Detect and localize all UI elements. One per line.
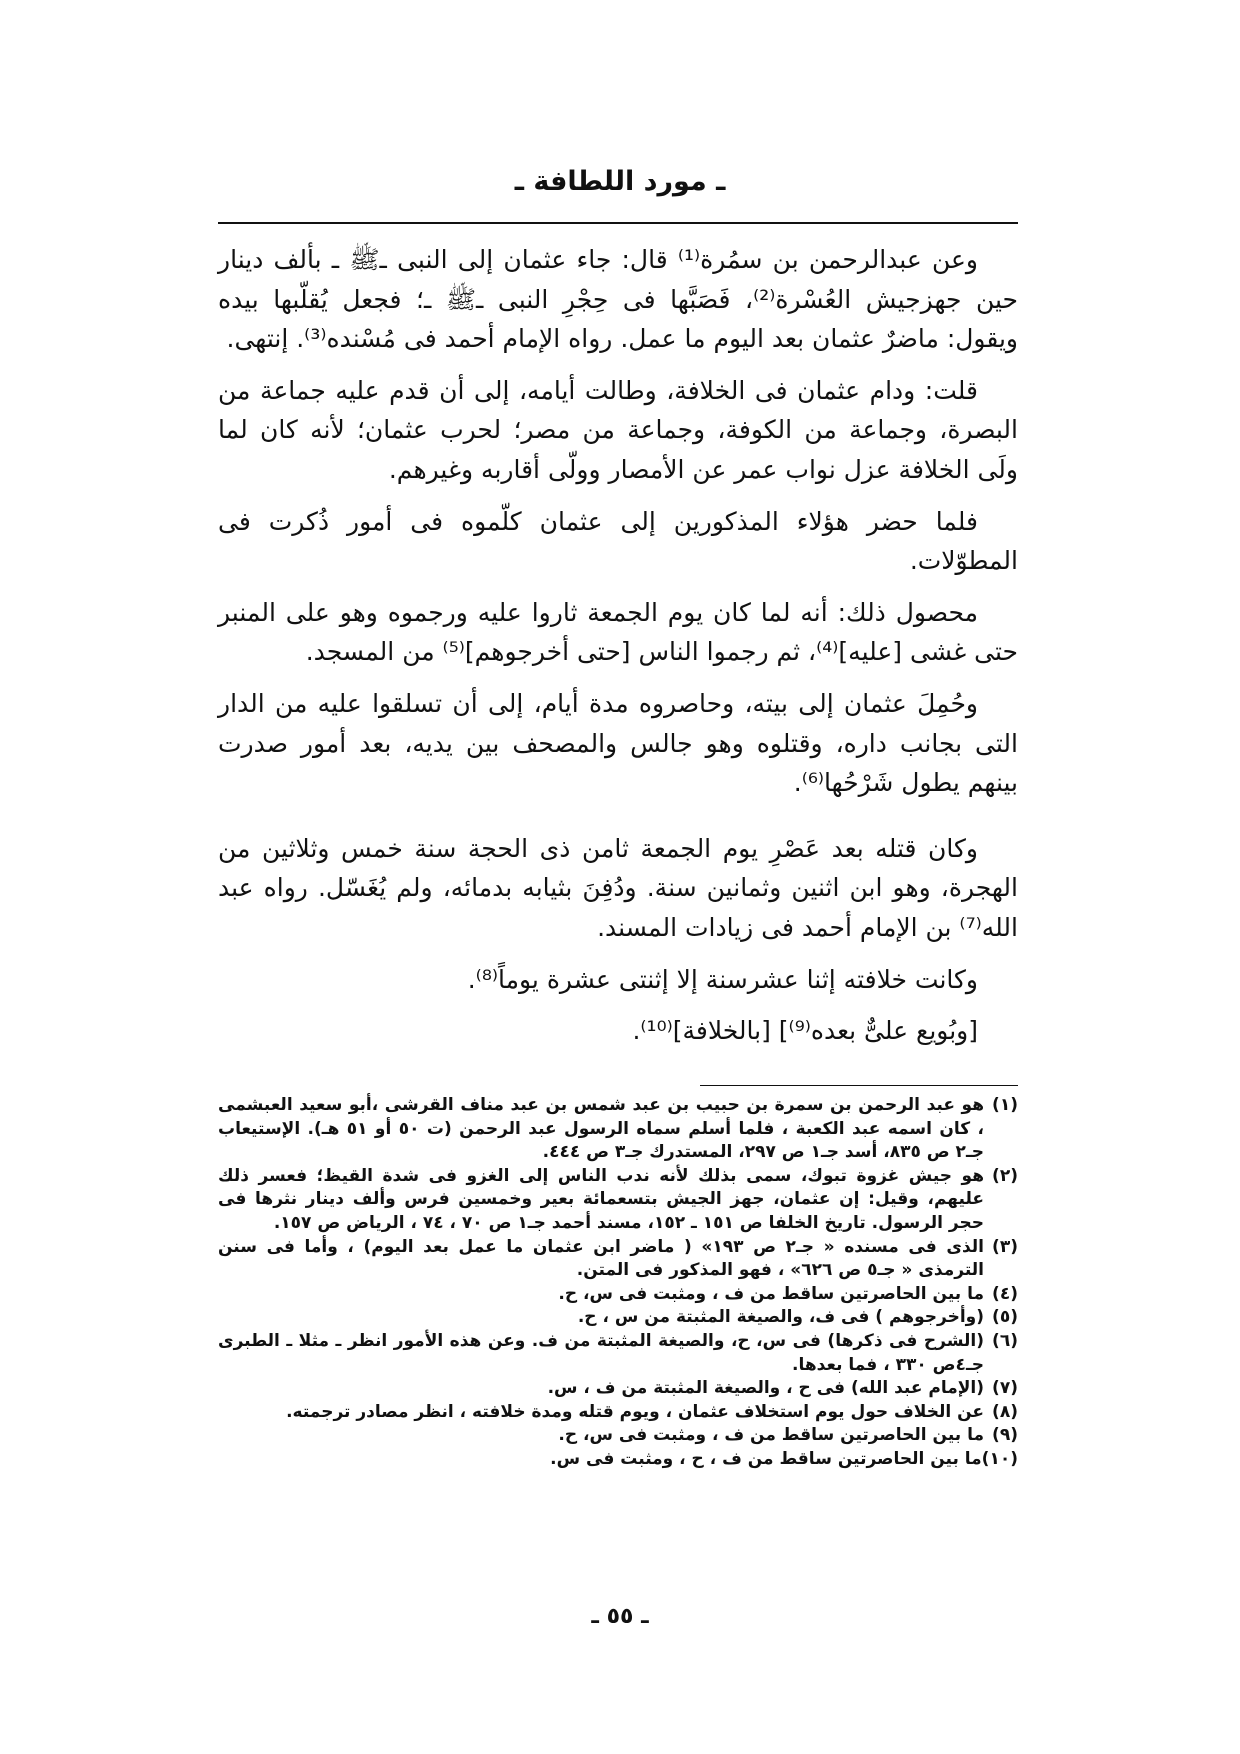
footnote-1 — [218, 1094, 1018, 1165]
footnote-text: ما بين الحاصرتين ساقط من ف ، ح ، ومثبت فى س. — [550, 1448, 982, 1469]
footnote-number: (٩) — [992, 1425, 1018, 1446]
footnote-number: (٤) — [992, 1283, 1018, 1304]
footnote-text: الذى فى مسنده « جـ٢ ص ١٩٣» ( ماضر ابن عثمان ما عمل بعد اليوم) ، وأما فى سنن الترمذى « جـ٥ ص ٦٢٦» ، فهو المذكور فى المتن. — [218, 1236, 984, 1281]
footnote-5 — [218, 1306, 1018, 1330]
paragraph-1: وعن عبدالرحمن بن سمُرة⁽¹⁾ قال: جاء عثمان إلى النبى ـﷺ ـ بألف دينار حين جهزجيش العُسْرة⁽²⁾، فَصَبَّها فى حِجْرِ النبى ـﷺ ـ؛ فجعل يُقلّبها بيده ويقول: ماضرٌ عثمان بعد اليوم ما عمل. رواه الإمام أحمد فى مُسْنده⁽³⁾. إنتهى. — [218, 245, 1018, 354]
footnote-number: (٥) — [992, 1307, 1018, 1328]
footnote-number: (١٠) — [981, 1448, 1018, 1469]
running-header: ـ مورد اللطافة ـ — [514, 166, 726, 197]
footnote-6 — [218, 1330, 1018, 1377]
footnote-text: (الإمام عبد الله) فى ح ، والصيغة المثبتة من ف ، س. — [547, 1378, 984, 1399]
footnote-7 — [218, 1377, 1018, 1401]
footnote-text: ما بين الحاصرتين ساقط من ف ، ومثبت فى س، ح. — [558, 1283, 984, 1304]
footnote-2 — [218, 1165, 1018, 1236]
footnote-number: (١) — [992, 1095, 1018, 1115]
footnote-number: (٧) — [992, 1378, 1018, 1399]
footnote-3 — [218, 1236, 1018, 1283]
body-text — [218, 240, 1018, 1063]
footnote-number: (٨) — [992, 1401, 1018, 1422]
paragraph-5: وحُمِلَ عثمان إلى بيته، وحاصروه مدة أيام، إلى أن تسلقوا عليه من الدار التى بجانب داره، وقتلوه وهو جالس والمصحف بين يديه، بعد أمور صدرت بينهم يطول شَرْحُها⁽⁶⁾. — [218, 688, 1018, 798]
footnote-10 — [218, 1448, 1018, 1472]
footnote-text: ما بين الحاصرتين ساقط من ف ، ومثبت فى س، ح. — [558, 1425, 984, 1446]
paragraph-2: قلت: ودام عثمان فى الخلافة، وطالت أيامه، إلى أن قدم عليه جماعة من البصرة، وجماعة من الكوفة، وجماعة من مصر؛ لحرب عثمان؛ لأنه كان لما ولَى الخلافة عزل نواب عمر عن الأمصار وولّى أقاربه وغيرهم. — [218, 375, 1018, 484]
page-number: ـ ٥٥ ـ — [591, 1604, 649, 1629]
footnote-text: (الشرح فى ذكرها) فى س، ح، والصيغة المثبتة من ف. وعن هذه الأمور انظر ـ مثلا ـ الطبرى جـ٤ص ٣٣٠ ، فما بعدها. — [218, 1330, 984, 1375]
paragraph-7: وكانت خلافته إثنا عشرسنة إلا إثنتى عشرة يوماً⁽⁸⁾. — [467, 964, 978, 994]
footnote-number: (٦) — [992, 1330, 1018, 1351]
footnote-4 — [218, 1283, 1018, 1307]
footnote-number: (٣) — [992, 1236, 1018, 1257]
paragraph-4: محصول ذلك: أنه لما كان يوم الجمعة ثاروا عليه ورجموه وهو على المنبر حتى غشى [عليه]⁽⁴⁾، ثم رجموا الناس [حتى أخرجوهم]⁽⁵⁾ من المسجد. — [218, 597, 1018, 667]
footnote-text: هو عبد الرحمن بن سمرة بن حبيب بن عبد شمس بن عبد مناف القرشى ،أبو سعيد العبشمى ، كان اسمه عبد الكعبة ، فلما أسلم سماه الرسول عبد الرحمن (ت ٥٠ أو ٥١ هـ). الإستيعاب جـ٢ ص ٨٣٥، أسد جـ١ ص ٢٩٧، المستدرك جـ٣ ص ٤٤٤. — [218, 1095, 984, 1163]
footnote-9 — [218, 1424, 1018, 1448]
footnote-rule — [700, 1085, 1018, 1086]
footnote-8 — [218, 1401, 1018, 1425]
header-rule — [218, 222, 1018, 224]
paragraph-8: [وبُويع علىٌّ بعده⁽⁹⁾] [بالخلافة]⁽¹⁰⁾. — [632, 1016, 978, 1046]
footnote-number: (٢) — [992, 1165, 1018, 1186]
footnote-text: هو جيش غزوة تبوك، سمى بذلك لأنه ندب الناس إلى الغزو فى شدة القيظ؛ فعسر ذلك عليهم، وقيل: إن عثمان، جهز الجيش بتسعمائة بعير وخمسين فرس وألف دينار نثرها فى حجر الرسول. تاريخ الخلفا ص ١٥١ ـ ١٥٢، مسند أحمد جـ١ ص ٧٠ ، ٧٤ ، الرياض ص ١٥٧. — [218, 1165, 984, 1233]
footnote-text: عن الخلاف حول يوم استخلاف عثمان ، ويوم قتله ومدة خلافته ، انظر مصادر ترجمته. — [286, 1401, 984, 1422]
footnotes — [218, 1094, 1018, 1472]
footnote-text: (وأخرجوهم ) فى ف، والصيغة المثبتة من س ، ح. — [577, 1307, 984, 1328]
paragraph-6: وكان قتله بعد عَصْرِ يوم الجمعة ثامن ذى الحجة سنة خمس وثلاثين من الهجرة، وهو ابن اثنين وثمانين سنة. ودُفِنَ بثيابه بدمائه، ولم يُغَسّل. رواه عبد الله⁽⁷⁾ بن الإمام أحمد فى زيادات المسند. — [218, 833, 1018, 942]
paragraph-3: فلما حضر هؤلاء المذكورين إلى عثمان كلّموه فى أمور ذُكرت فى المطوّلات. — [218, 506, 1018, 576]
